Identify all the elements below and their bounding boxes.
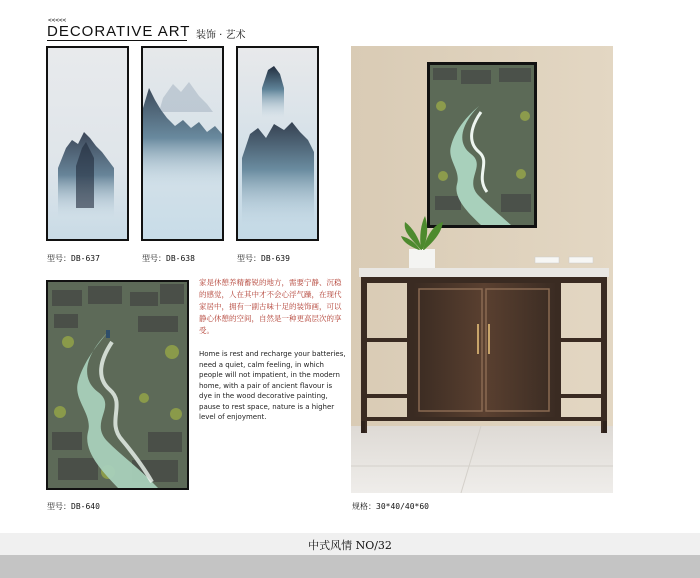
mountain-landscape-image	[48, 48, 127, 239]
description-english: Home is rest and recharge your batteries, need a quiet, calm feeling, in which people will not impatient, in the modern home, with a pair of ancient flavour is dye in the wood decorative painting, pause to rest space, nature is a higher level of enjoyment.	[199, 350, 346, 421]
caption-db-639: 型号：DB-639	[237, 254, 290, 263]
caption-db-638: 型号：DB-638	[142, 254, 195, 263]
village-river-image	[48, 282, 187, 488]
footer-bottom-band	[0, 555, 700, 578]
painting-db-637	[46, 46, 129, 241]
caption-db-640: 型号：DB-640	[47, 502, 100, 511]
header-arrows: <<<<<	[48, 17, 67, 24]
footer-page-label: 中式风情 NO/32	[308, 539, 392, 552]
mountain-landscape-image	[238, 48, 317, 239]
brand-subtitle: 装饰 · 艺术	[196, 30, 246, 41]
painting-db-639	[236, 46, 319, 241]
brand-title: DECORATIVE ART	[47, 23, 191, 40]
mountain-landscape-image	[143, 48, 222, 239]
scene-spec: 规格：30*40/40*60	[352, 502, 429, 511]
painting-db-640	[46, 280, 189, 490]
header-divider	[47, 40, 187, 41]
room-scene-image	[351, 46, 613, 493]
painting-db-638	[141, 46, 224, 241]
description-chinese: 家是休憩养精蓄锐的地方，需要宁静、沉稳的感觉，人在其中才不会心浮气躁，在现代家居中，拥有一副古味十足的装饰画，可以静心休憩的空间，自然是一种更高层次的享受。	[199, 278, 342, 335]
caption-db-637: 型号：DB-637	[47, 254, 100, 263]
